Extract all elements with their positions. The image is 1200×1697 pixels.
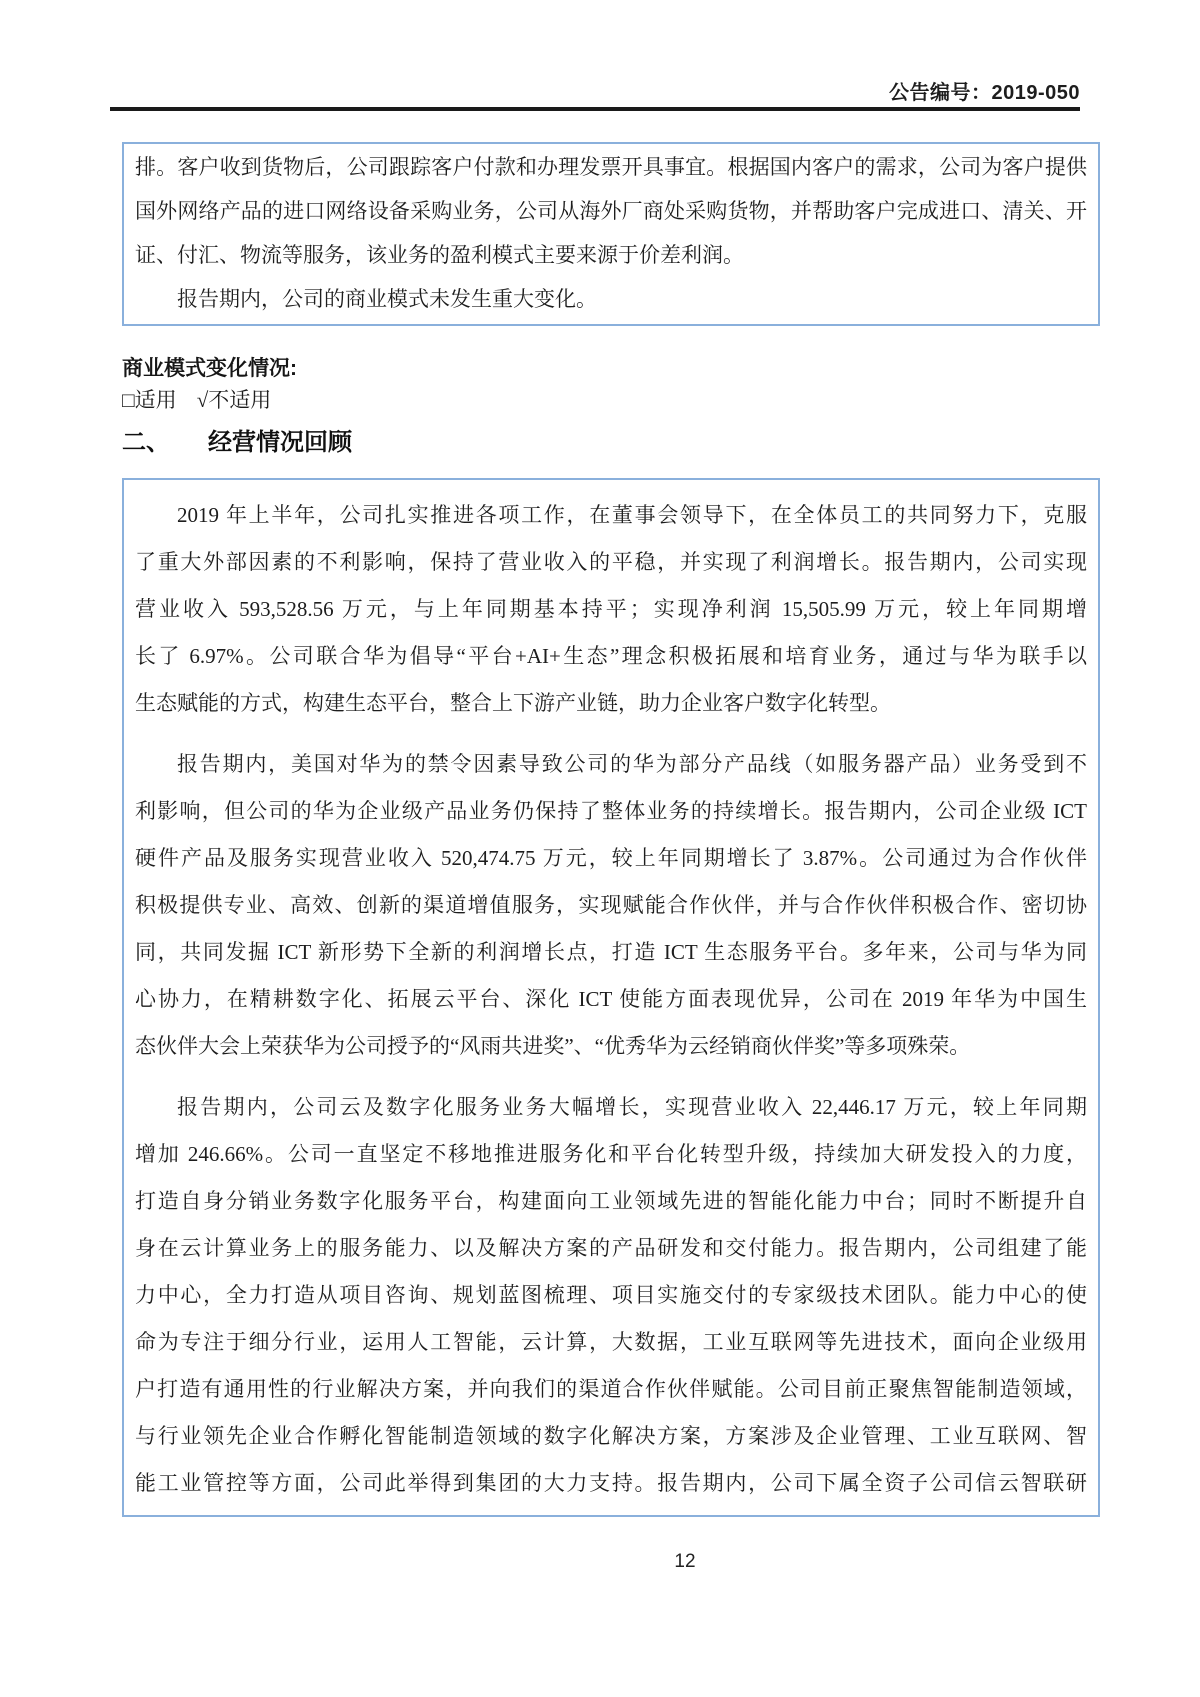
text-line: 利影响，但公司的华为企业级产品业务仍保持了整体业务的持续增长。报告期内，公司企业级 ICT	[135, 799, 1087, 823]
business-model-text-box	[122, 142, 1100, 326]
text-line: 增加 246.66%。公司一直坚定不移地推进服务化和平台化转型升级，持续加大研发投入的力度，	[135, 1142, 1087, 1166]
section-title: 经营情况回顾	[208, 429, 352, 456]
paragraph	[135, 741, 1087, 1070]
text-line: 能工业管控等方面，公司此举得到集团的大力支持。报告期内，公司下属全资子公司信云智联研	[135, 1471, 1087, 1495]
text-line: 报告期内，美国对华为的禁令因素导致公司的华为部分产品线（如服务器产品）业务受到不	[177, 752, 1087, 776]
section-number: 二、	[122, 429, 170, 456]
paragraph	[135, 145, 1087, 277]
text-line: 命为专注于细分行业，运用人工智能，云计算，大数据，工业互联网等先进技术，面向企业级用	[135, 1330, 1087, 1354]
text-line: 与行业领先企业合作孵化智能制造领域的数字化解决方案，方案涉及企业管理、工业互联网、智	[135, 1424, 1087, 1448]
text-line: 长了 6.97%。公司联合华为倡导“平台+AI+生态”理念积极拓展和培育业务，通过与华为联手以	[135, 644, 1087, 668]
text-line: 国外网络产品的进口网络设备采购业务，公司从海外厂商处采购货物，并帮助客户完成进口、清关、开	[135, 199, 1087, 223]
text-line: 生态赋能的方式，构建生态平台，整合上下游产业链，助力企业客户数字化转型。	[135, 691, 891, 715]
paragraph	[135, 277, 1087, 321]
announcement-number: 公告编号：2019-050	[888, 82, 1080, 104]
section-heading	[122, 422, 352, 457]
text-line: 态伙伴大会上荣获华为公司授予的“风雨共进奖”、“优秀华为云经销商伙伴奖”等多项殊荣。	[135, 1034, 971, 1058]
text-line: 打造自身分销业务数字化服务平台，构建面向工业领域先进的智能化能力中台；同时不断提升自	[135, 1189, 1087, 1213]
text-line: 积极提供专业、高效、创新的渠道增值服务，实现赋能合作伙伴，并与合作伙伴积极合作、密切协	[135, 893, 1087, 917]
header-divider	[110, 107, 1080, 111]
text-line: 了重大外部因素的不利影响，保持了营业收入的平稳，并实现了利润增长。报告期内，公司实现	[135, 550, 1087, 574]
text-line: 排。客户收到货物后，公司跟踪客户付款和办理发票开具事宜。根据国内客户的需求，公司为客户提供	[135, 155, 1087, 179]
checkmark-not-applicable: √不适用	[196, 388, 272, 412]
text-line: 力中心，全力打造从项目咨询、规划蓝图梳理、项目实施交付的专家级技术团队。能力中心的使	[135, 1283, 1087, 1307]
text-line: 同，共同发掘 ICT 新形势下全新的利润增长点，打造 ICT 生态服务平台。多年来，公司与华为同	[135, 940, 1087, 964]
checkbox-applicable: □适用	[122, 388, 177, 412]
text-line: 硬件产品及服务实现营业收入 520,474.75 万元，较上年同期增长了 3.87%。公司通过为合作伙伴	[135, 846, 1087, 870]
page-number: 12	[674, 1551, 696, 1572]
applicability-row	[122, 384, 271, 414]
paragraph	[135, 492, 1087, 727]
text-line: 身在云计算业务上的服务能力、以及解决方案的产品研发和交付能力。报告期内，公司组建了能	[135, 1236, 1087, 1260]
text-line: 营业收入 593,528.56 万元，与上年同期基本持平；实现净利润 15,505.99 万元，较上年同期增	[135, 597, 1087, 621]
text-line: 证、付汇、物流等服务，该业务的盈利模式主要来源于价差利润。	[135, 243, 744, 267]
text-line: 户打造有通用性的行业解决方案，并向我们的渠道合作伙伴赋能。公司目前正聚焦智能制造领域，	[135, 1377, 1087, 1401]
text-line: 报告期内，公司的商业模式未发生重大变化。	[177, 287, 597, 311]
paragraph	[135, 1084, 1087, 1507]
operations-review-text-box	[122, 478, 1100, 1517]
text-line: 报告期内，公司云及数字化服务业务大幅增长，实现营业收入 22,446.17 万元，较上年同期	[177, 1095, 1087, 1119]
text-line: 2019 年上半年，公司扎实推进各项工作，在董事会领导下，在全体员工的共同努力下，克服	[177, 503, 1087, 527]
text-line: 心协力，在精耕数字化、拓展云平台、深化 ICT 使能方面表现优异，公司在 2019 年华为中国生	[135, 987, 1087, 1011]
model-change-heading: 商业模式变化情况:	[122, 357, 297, 380]
